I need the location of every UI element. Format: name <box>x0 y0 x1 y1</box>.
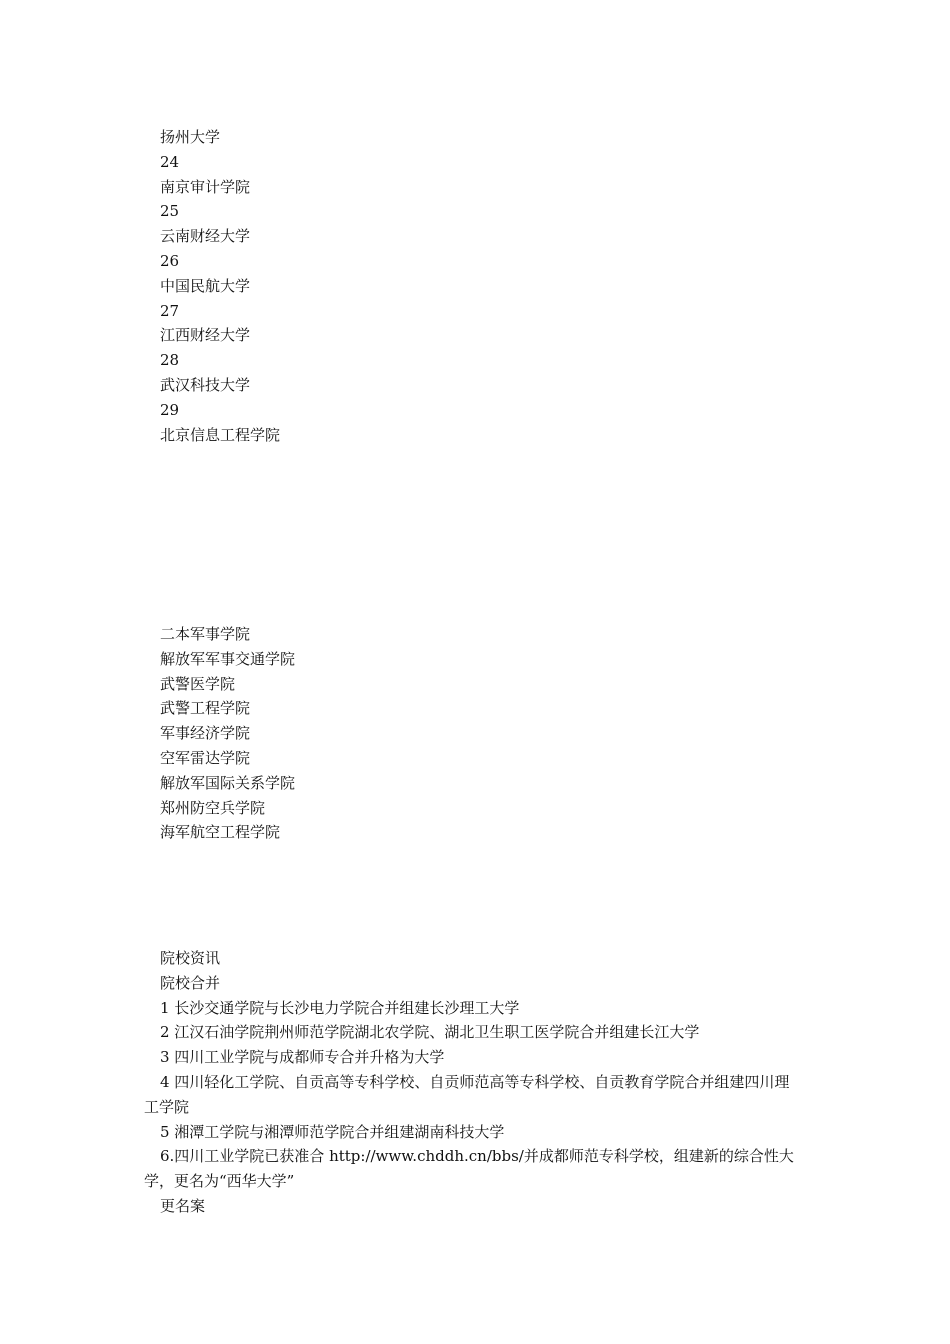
list-item: 军事经济学院 <box>160 724 251 743</box>
rank-number: 28 <box>160 351 180 370</box>
section-footer: 更名案 <box>160 1196 206 1215</box>
list-item: 武警医学院 <box>160 674 236 693</box>
rank-number: 26 <box>160 251 180 270</box>
rank-number: 24 <box>160 152 180 171</box>
news-item: 1 长沙交通学院与长沙电力学院合并组建长沙理工大学 <box>160 998 520 1017</box>
list-item: 郑州防空兵学院 <box>160 798 266 817</box>
rank-number: 25 <box>160 202 180 221</box>
list-item: 北京信息工程学院 <box>160 425 281 444</box>
list-item: 武警工程学院 <box>160 699 251 718</box>
rank-number: 27 <box>160 301 180 320</box>
news-section <box>144 946 804 1219</box>
list-item: 空军雷达学院 <box>160 748 251 767</box>
list-item: 中国民航大学 <box>160 276 251 295</box>
list-item: 扬州大学 <box>160 128 221 146</box>
list-item: 云南财经大学 <box>160 227 251 246</box>
list-item: 江西财经大学 <box>160 326 251 345</box>
section-subheading: 院校合并 <box>160 973 221 992</box>
list-item: 海军航空工程学院 <box>160 823 281 842</box>
list-item: 武汉科技大学 <box>160 375 251 394</box>
ranking-list <box>144 125 804 447</box>
news-item: 5 湘潭工学院与湘潭师范学院合并组建湖南科技大学 <box>160 1122 505 1141</box>
list-item: 解放军国际关系学院 <box>160 773 296 792</box>
news-item: 6.四川工业学院已获准合 http://www.chddh.cn/bbs/并成都师范专科学校，组建新的综合性大学，更名为“西华大学” <box>144 1147 794 1191</box>
list-item: 南京审计学院 <box>160 177 251 196</box>
list-item: 解放军军事交通学院 <box>160 649 296 668</box>
section-heading: 院校资讯 <box>160 949 221 967</box>
news-item: 4 四川轻化工学院、自贡高等专科学校、自贡师范高等专科学校、自贡教育学院合并组建四川理工学院 <box>144 1072 790 1116</box>
news-item: 3 四川工业学院与成都师专合并升格为大学 <box>160 1048 445 1067</box>
section-heading: 二本军事学院 <box>160 625 251 643</box>
rank-number: 29 <box>160 400 180 419</box>
military-section <box>144 622 804 845</box>
news-item: 2 江汉石油学院荆州师范学院湖北农学院、湖北卫生职工医学院合并组建长江大学 <box>160 1023 700 1042</box>
